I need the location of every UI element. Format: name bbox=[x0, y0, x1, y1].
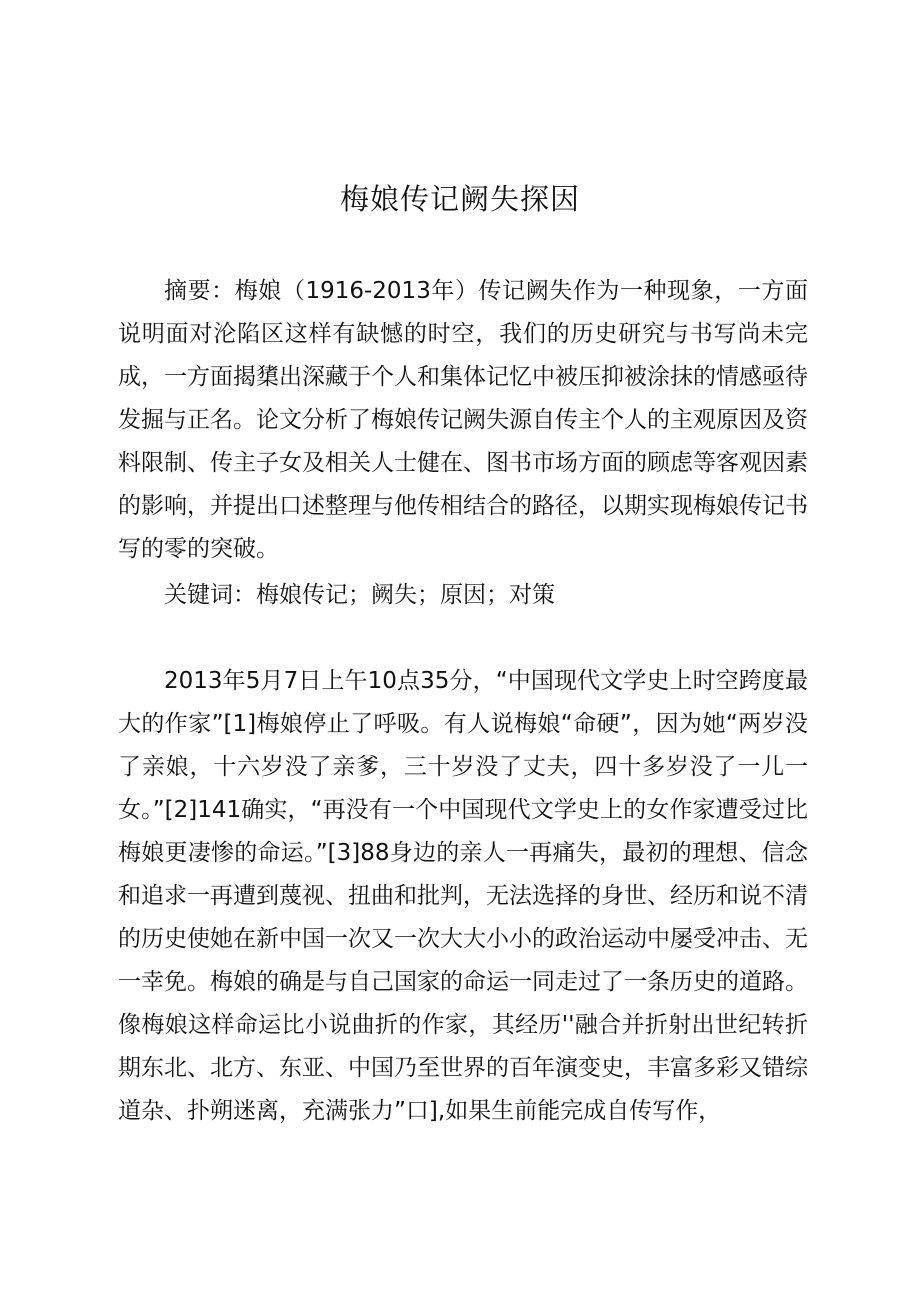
keywords-paragraph bbox=[118, 574, 808, 617]
abstract-paragraph bbox=[118, 270, 808, 571]
abstract-text: 梅娘（1916-2013年）传记阙失作为一种现象，一方面说明面对沦陷区这样有缺憾的时空，我们的历史研究与书写尚未完成，一方面揭橥出深藏于个人和集体记忆中被压抑被涂抹的情感亟待发掘与正名。论文分析了梅娘传记阙失源自传主个人的主观原因及资料限制、传主子女及相关人士健在、图书市场方面的顾虑等客观因素的影响，并提出口述整理与他传相结合的路径，以期实现梅娘传记书写的零的突破。 bbox=[118, 278, 809, 562]
keywords-label: 关键词： bbox=[164, 582, 256, 608]
abstract-label: 摘要： bbox=[164, 278, 235, 304]
keywords-text: 梅娘传记；阙失；原因；对策 bbox=[256, 582, 555, 608]
body-paragraph: 2013年5月7日上午10点35分，“中国现代文学史上时空跨度最大的作家”[1]梅娘停止了呼吸。有人说梅娘“命硬”，因为她“两岁没了亲娘，十六岁没了亲爹，三十岁没了丈夫，四十多岁没了一儿一女。”[2]141确实，“再没有一个中国现代文学史上的女作家遭受过比梅娘更凄惨的命运。”[3]88身边的亲人一再痛失，最初的理想、信念和追求一再遭到蔑视、扭曲和批判，无法选择的身世、经历和说不清的历史使她在新中国一次又一次大大小小的政治运动中屡受冲击、无一幸免。梅娘的确是与自己国家的命运一同走过了一条历史的道路。像梅娘这样命运比小说曲折的作家，其经历''融合并折射出世纪转折期东北、北方、东亚、中国乃至世界的百年演变史，丰富多彩又错综道杂、扑朔迷离，充满张力”口],如果生前能完成自传写作， bbox=[118, 668, 808, 1124]
document-title: 梅娘传记阙失探因 bbox=[339, 182, 580, 216]
